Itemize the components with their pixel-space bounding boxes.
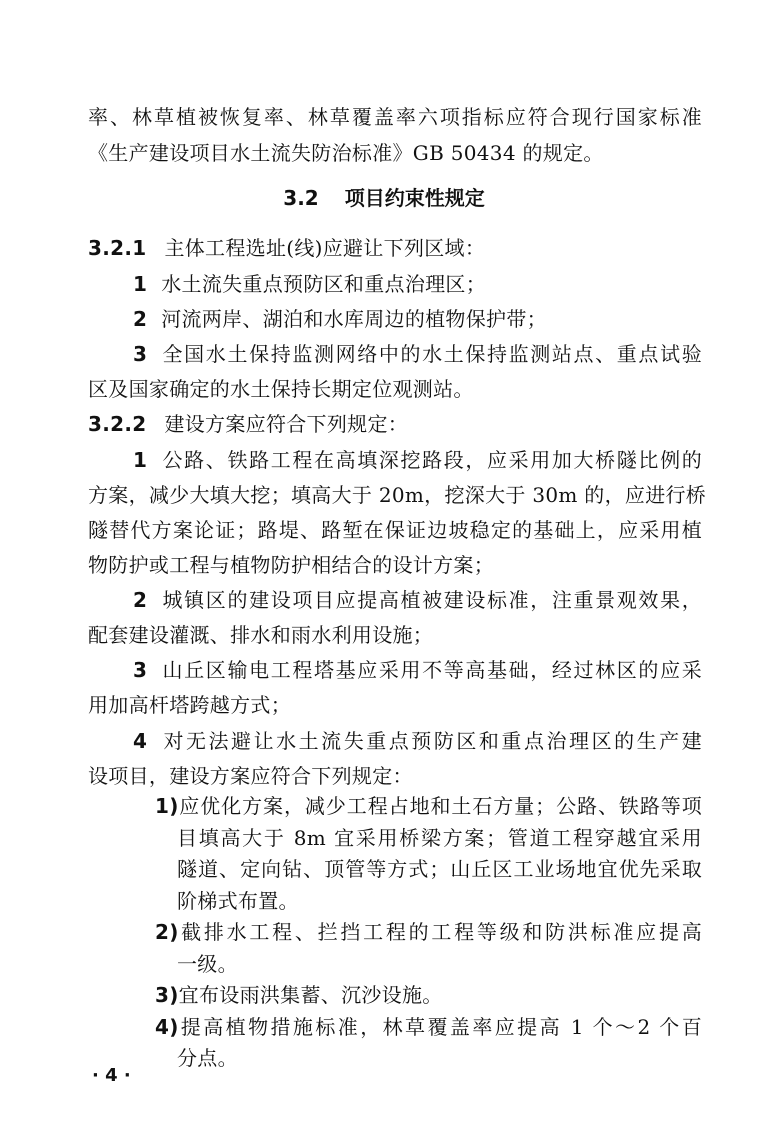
clause-3-2-1 (88, 234, 702, 262)
item-continuation: 设项目，建设方案应符合下列规定： (88, 764, 413, 788)
item-continuation: 区及国家确定的水土保持长期定位观测站。 (88, 377, 474, 401)
sub-item-text: 截排水工程、拦挡工程的工程等级和防洪标准应提高 (178, 920, 702, 944)
item-continuation: 用加高杆塔跨越方式； (88, 693, 291, 717)
sub-item-text: 提高植物措施标准，林草覆盖率应提高 1 个～2 个百 (178, 1014, 702, 1039)
sub-item-number: 2) (155, 920, 179, 944)
sub-item-number: 3) (155, 983, 179, 1007)
item-continuation: 配套建设灌溉、排水和雨水利用设施； (88, 623, 434, 647)
sub-item (155, 981, 702, 1009)
clause-text: 建设方案应符合下列规定： (164, 412, 409, 436)
sub-item (155, 918, 702, 946)
item-number: 2 (133, 588, 148, 612)
item-text: 山丘区输电工程塔基应采用不等高基础，经过林区的应采 (161, 658, 702, 682)
clause-3-2-2 (88, 410, 702, 438)
sub-item-continuation: 分点。 (177, 1046, 238, 1070)
item-number: 4 (133, 729, 148, 753)
item-continuation: 方案，减少大填大挖；填高大于 20m，挖深大于 30m 的，应进行桥 (88, 483, 707, 507)
item-number: 3 (133, 658, 148, 682)
clause-number: 3.2.1 (88, 236, 147, 260)
item-text: 对无法避让水土流失重点预防区和重点治理区的生产建 (161, 729, 702, 753)
list-item (133, 270, 702, 298)
item-text: 公路、铁路工程在高填深挖路段，应采用加大桥隧比例的 (161, 448, 702, 472)
list-item (133, 656, 702, 684)
list-item (133, 305, 702, 333)
list-item (133, 586, 702, 614)
sub-item-continuation: 阶梯式布置。 (177, 888, 299, 913)
sub-item-continuation: 隧道、定向钻、顶管等方式；山丘区工业场地宜优先采取 (177, 857, 702, 881)
list-item (133, 446, 702, 474)
item-text: 城镇区的建设项目应提高植被建设标准，注重景观效果， (161, 588, 702, 612)
section-heading (0, 184, 768, 212)
item-number: 1 (133, 272, 148, 296)
item-text: 河流两岸、湖泊和水库周边的植物保护带； (161, 307, 547, 331)
item-text: 水土流失重点预防区和重点治理区； (161, 272, 487, 296)
clause-text: 主体工程选址(线)应避让下列区域： (164, 236, 486, 260)
intro-line-2: 《生产建设项目水土流失防治标准》GB 50434 的规定。 (88, 141, 604, 165)
clause-number: 3.2.2 (88, 412, 147, 436)
sub-item-number: 1) (155, 794, 179, 818)
section-number: 3.2 (283, 186, 319, 210)
sub-item (155, 1013, 702, 1041)
item-text: 全国水土保持监测网络中的水土保持监测站点、重点试验 (161, 342, 702, 366)
item-number: 3 (133, 342, 148, 366)
page-number: · 4 · (92, 1065, 131, 1086)
list-item (133, 340, 702, 368)
sub-item (155, 792, 702, 820)
item-number: 1 (133, 448, 148, 472)
list-item (133, 727, 702, 755)
sub-item-text: 应优化方案，减少工程占地和土石方量；公路、铁路等项 (178, 794, 702, 818)
item-continuation: 隧替代方案论证；路堤、路堑在保证边坡稳定的基础上，应采用植 (88, 518, 702, 542)
item-continuation: 物防护或工程与植物防护相结合的设计方案； (88, 553, 494, 577)
section-title: 项目约束性规定 (344, 186, 485, 210)
sub-item-number: 4) (155, 1014, 179, 1039)
sub-item-continuation: 一级。 (177, 951, 238, 976)
sub-item-continuation: 目填高大于 8m 宜采用桥梁方案；管道工程穿越宜采用 (177, 825, 702, 850)
item-number: 2 (133, 307, 148, 331)
sub-item-text: 宜布设雨洪集蓄、沉沙设施。 (178, 983, 443, 1007)
intro-line-1: 率、林草植被恢复率、林草覆盖率六项指标应符合现行国家标准 (88, 105, 702, 129)
